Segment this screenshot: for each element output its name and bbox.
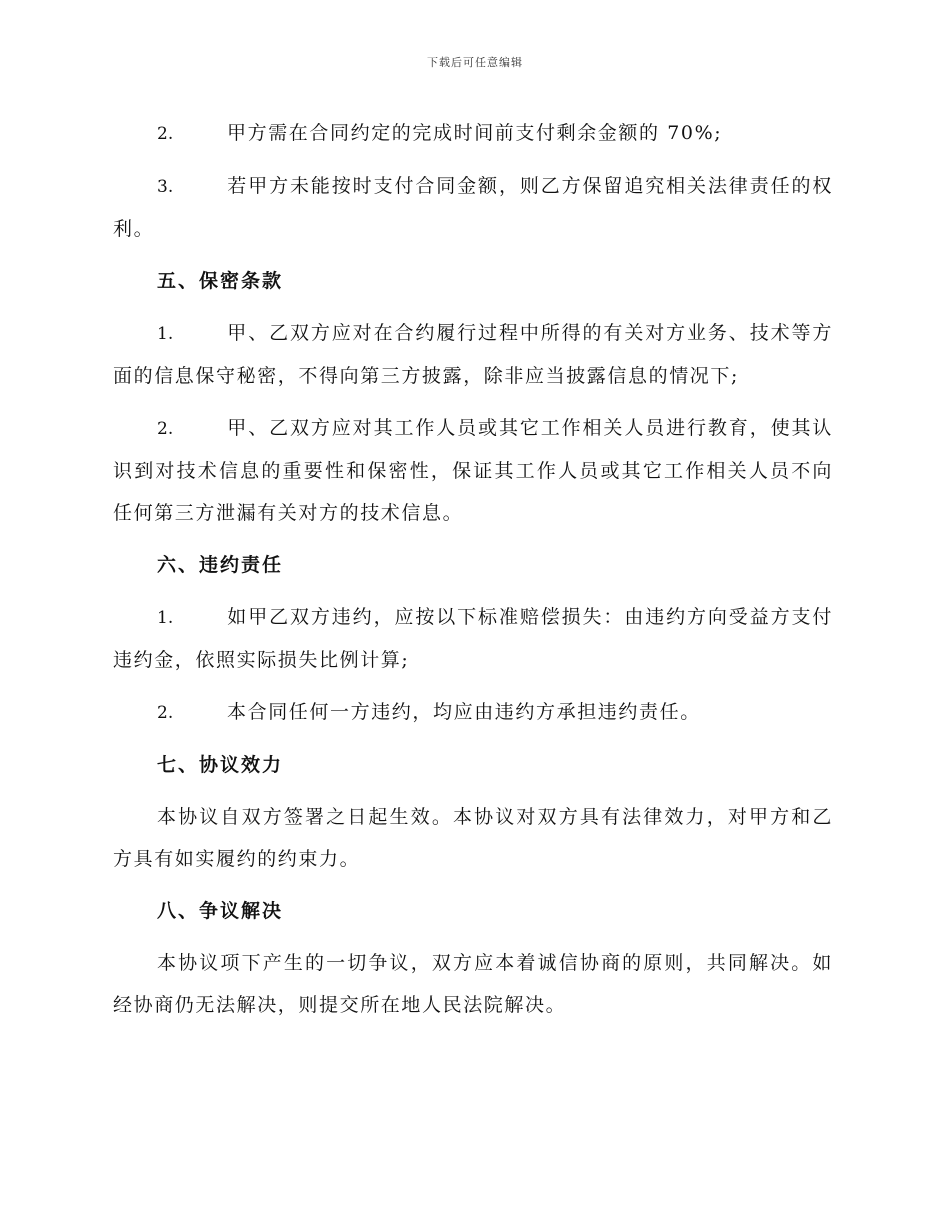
- breach-clause-1: [113, 596, 833, 681]
- payment-clause-2: [113, 112, 833, 155]
- clause-text: 若甲方未能按时支付合同金额，则乙方保留追究相关法律责任的权利。: [113, 175, 833, 240]
- clause-text: 甲、乙双方应对其工作人员或其它工作相关人员进行教育，使其认识到对技术信息的重要性和保密性，保证其工作人员或其它工作相关人员不向任何第三方泄漏有关对方的技术信息。: [113, 417, 833, 524]
- clause-number: 2.: [157, 419, 174, 439]
- section-heading-dispute: 八、争议解决: [157, 900, 284, 922]
- clause-text: 如甲乙双方违约，应按以下标准赔偿损失：由违约方向受益方支付违约金，依照实际损失比例计算;: [113, 606, 833, 671]
- clause-text: 本合同任何一方违约，均应由违约方承担违约责任。: [227, 701, 701, 723]
- breach-clause-2: [113, 691, 833, 734]
- section-heading-confidentiality: 五、保密条款: [157, 270, 284, 292]
- confidentiality-clause-1: [113, 312, 833, 397]
- clause-number: 2.: [157, 124, 174, 144]
- clause-number: 2.: [157, 703, 174, 723]
- clause-number: 3.: [157, 177, 174, 197]
- effect-paragraph: 本协议自双方签署之日起生效。本协议对双方具有法律效力，对甲方和乙方具有如实履约的约束力。: [113, 806, 833, 870]
- page-header: 下载后可任意编辑: [427, 56, 523, 69]
- dispute-paragraph: 本协议项下产生的一切争议，双方应本着诚信协商的原则，共同解决。如经协商仍无法解决，则提交所在地人民法院解决。: [113, 952, 833, 1016]
- confidentiality-clause-2: [113, 407, 833, 534]
- payment-clause-3: [113, 165, 833, 250]
- clause-number: 1.: [157, 324, 174, 344]
- section-heading-effect: 七、协议效力: [157, 754, 284, 776]
- clause-number: 1.: [157, 608, 174, 628]
- section-heading-breach: 六、违约责任: [157, 554, 284, 576]
- document-body: [113, 112, 833, 1036]
- clause-text: 甲方需在合同约定的完成时间前支付剩余金额的 70%;: [227, 122, 723, 144]
- clause-text: 甲、乙双方应对在合约履行过程中所得的有关对方业务、技术等方面的信息保守秘密，不得向第三方披露，除非应当披露信息的情况下;: [113, 322, 833, 387]
